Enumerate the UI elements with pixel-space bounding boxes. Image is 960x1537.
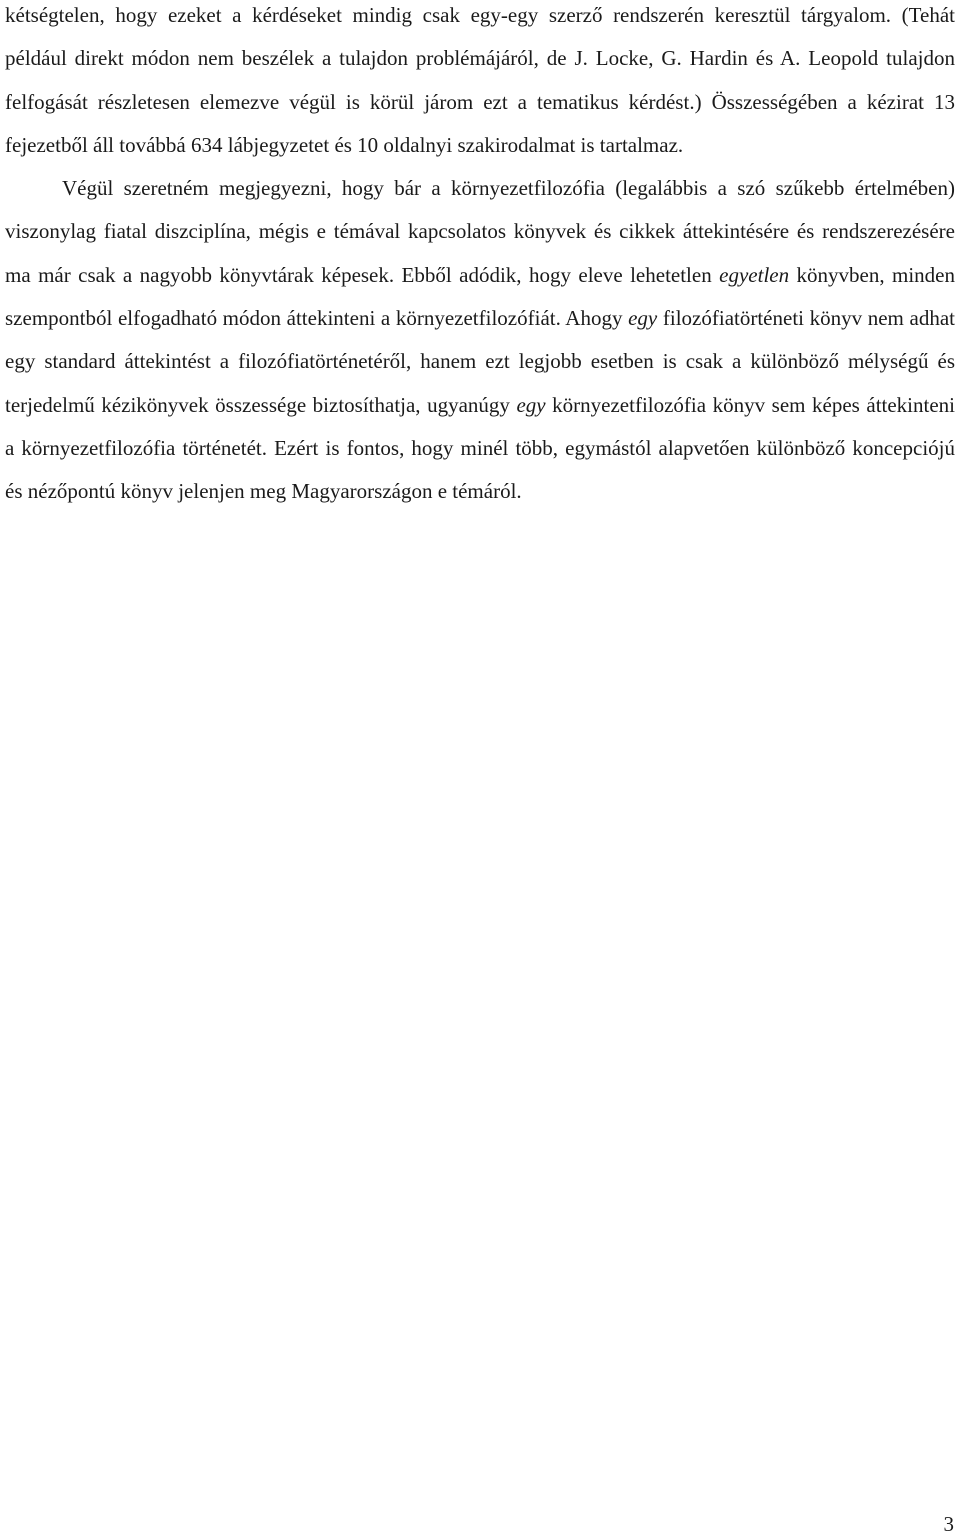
emphasis-egyetlen: egyetlen	[719, 262, 790, 287]
paragraph-2	[5, 167, 955, 513]
paragraph-1	[5, 0, 955, 167]
paragraph-2-text: filozófiatörténeti könyv nem adhat egy standard áttekintést a filozófiatörténetéről, hanem ezt legjobb esetben is csak a különböző mélységű és terjedelmű kézikönyvek összessége biztosíthatja, ugyanúgy	[5, 306, 955, 417]
emphasis-egy: egy	[516, 392, 546, 417]
document-body	[5, 0, 955, 514]
paragraph-2-text: könyvben, minden szempontból elfogadható módon áttekinteni a környezetfilozófiát. Ahogy	[5, 262, 955, 331]
paragraph-1-text: kétségtelen, hogy ezeket a kérdéseket mindig csak egy-egy szerző rendszerén keresztül tárgyalom. (Tehát például direkt módon nem beszélek a tulajdon problémájáról, de J. Locke, G. Hardin és A. Leopold tulajdon felfogását részletesen elemezve végül is körül járom ezt a tematikus kérdést.) Összességében a kézirat 13 fejezetből áll továbbá 634 lábjegyzetet és 10 oldalnyi szakirodalmat is tartalmaz.	[5, 3, 955, 157]
page-number: 3	[943, 1512, 954, 1536]
emphasis-egy: egy	[628, 306, 658, 331]
paragraph-2-text: környezetfilozófia könyv sem képes áttekinteni a környezetfilozófia történetét. Ezért is fontos, hogy minél több, egymástól alapvetően különböző koncepciójú és nézőpontú könyv jelenjen meg Magyarországon e témáról.	[5, 392, 956, 504]
paragraph-2-text: Végül szeretném megjegyezni, hogy bár a környezetfilozófia (legalábbis a szó szűkebb értelmében) viszonylag fiatal diszciplína, mégis e témával kapcsolatos könyvek és cikkek áttekintésére és rendszerezésére ma már csak a nagyobb könyvtárak képesek. Ebből adódik, hogy eleve lehetetlen	[5, 176, 955, 287]
